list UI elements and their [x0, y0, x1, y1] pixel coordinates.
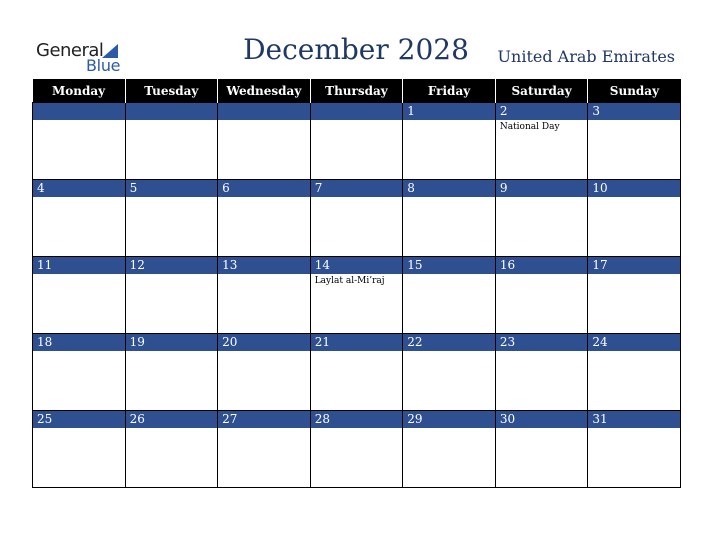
day-number: 4 [33, 180, 125, 197]
holiday-label: National Day [499, 122, 560, 132]
day-cell [495, 334, 588, 411]
day-number [311, 103, 403, 120]
day-cell [125, 257, 218, 334]
day-cell [218, 257, 311, 334]
day-cell [495, 411, 588, 488]
day-number: 12 [126, 257, 218, 274]
day-number: 26 [126, 411, 218, 428]
day-number: 13 [218, 257, 310, 274]
weekday-header-row [33, 79, 681, 103]
day-number: 1 [403, 103, 495, 120]
day-cell [588, 180, 681, 257]
day-number: 14 [311, 257, 403, 274]
day-number: 18 [33, 334, 125, 351]
day-cell [403, 103, 496, 180]
weekday-header: Tuesday [125, 79, 218, 103]
day-number: 15 [403, 257, 495, 274]
day-number: 28 [311, 411, 403, 428]
day-number: 11 [33, 257, 125, 274]
weekday-header: Wednesday [218, 79, 311, 103]
day-cell [125, 180, 218, 257]
day-cell [495, 103, 588, 180]
day-number: 3 [588, 103, 680, 120]
day-number: 27 [218, 411, 310, 428]
logo-word-general: General [36, 40, 104, 61]
day-number: 7 [311, 180, 403, 197]
day-cell [588, 257, 681, 334]
day-number: 19 [126, 334, 218, 351]
day-number: 25 [33, 411, 125, 428]
week-row [33, 334, 681, 411]
day-cell [218, 334, 311, 411]
day-number [218, 103, 310, 120]
weekday-header: Saturday [495, 79, 588, 103]
day-number: 2 [496, 103, 588, 120]
day-cell [218, 103, 311, 180]
weekday-header: Monday [33, 79, 126, 103]
day-number [33, 103, 125, 120]
day-cell [310, 334, 403, 411]
day-cell [310, 411, 403, 488]
weekday-header: Thursday [310, 79, 403, 103]
calendar-grid [32, 79, 681, 488]
day-cell [588, 334, 681, 411]
day-cell [33, 103, 126, 180]
day-number: 24 [588, 334, 680, 351]
day-cell [588, 103, 681, 180]
day-number: 20 [218, 334, 310, 351]
day-number: 22 [403, 334, 495, 351]
day-cell [588, 411, 681, 488]
day-cell [125, 103, 218, 180]
day-number [126, 103, 218, 120]
week-row [33, 180, 681, 257]
week-row [33, 257, 681, 334]
day-cell [33, 180, 126, 257]
day-cell [403, 257, 496, 334]
day-number: 21 [311, 334, 403, 351]
day-cell [495, 257, 588, 334]
day-cell [403, 334, 496, 411]
day-cell [310, 180, 403, 257]
holiday-label: Laylat al-Mi’raj [314, 276, 385, 286]
day-cell [33, 257, 126, 334]
day-cell [403, 180, 496, 257]
day-cell [310, 257, 403, 334]
day-cell [33, 334, 126, 411]
day-cell [495, 180, 588, 257]
weekday-header: Friday [403, 79, 496, 103]
day-number: 16 [496, 257, 588, 274]
day-number: 30 [496, 411, 588, 428]
day-cell [403, 411, 496, 488]
day-cell [218, 180, 311, 257]
logo-word-blue: Blue [86, 56, 121, 75]
day-cell [125, 334, 218, 411]
day-number: 29 [403, 411, 495, 428]
day-number: 17 [588, 257, 680, 274]
day-cell [125, 411, 218, 488]
day-cell [33, 411, 126, 488]
day-number: 9 [496, 180, 588, 197]
day-cell [218, 411, 311, 488]
page-title: December 2028 [243, 33, 469, 66]
week-row [33, 411, 681, 488]
day-number: 6 [218, 180, 310, 197]
day-number: 8 [403, 180, 495, 197]
day-number: 23 [496, 334, 588, 351]
week-row [33, 103, 681, 180]
day-number: 31 [588, 411, 680, 428]
country-label: United Arab Emirates [497, 47, 675, 66]
day-number: 10 [588, 180, 680, 197]
weekday-header: Sunday [588, 79, 681, 103]
day-cell [310, 103, 403, 180]
day-number: 5 [126, 180, 218, 197]
